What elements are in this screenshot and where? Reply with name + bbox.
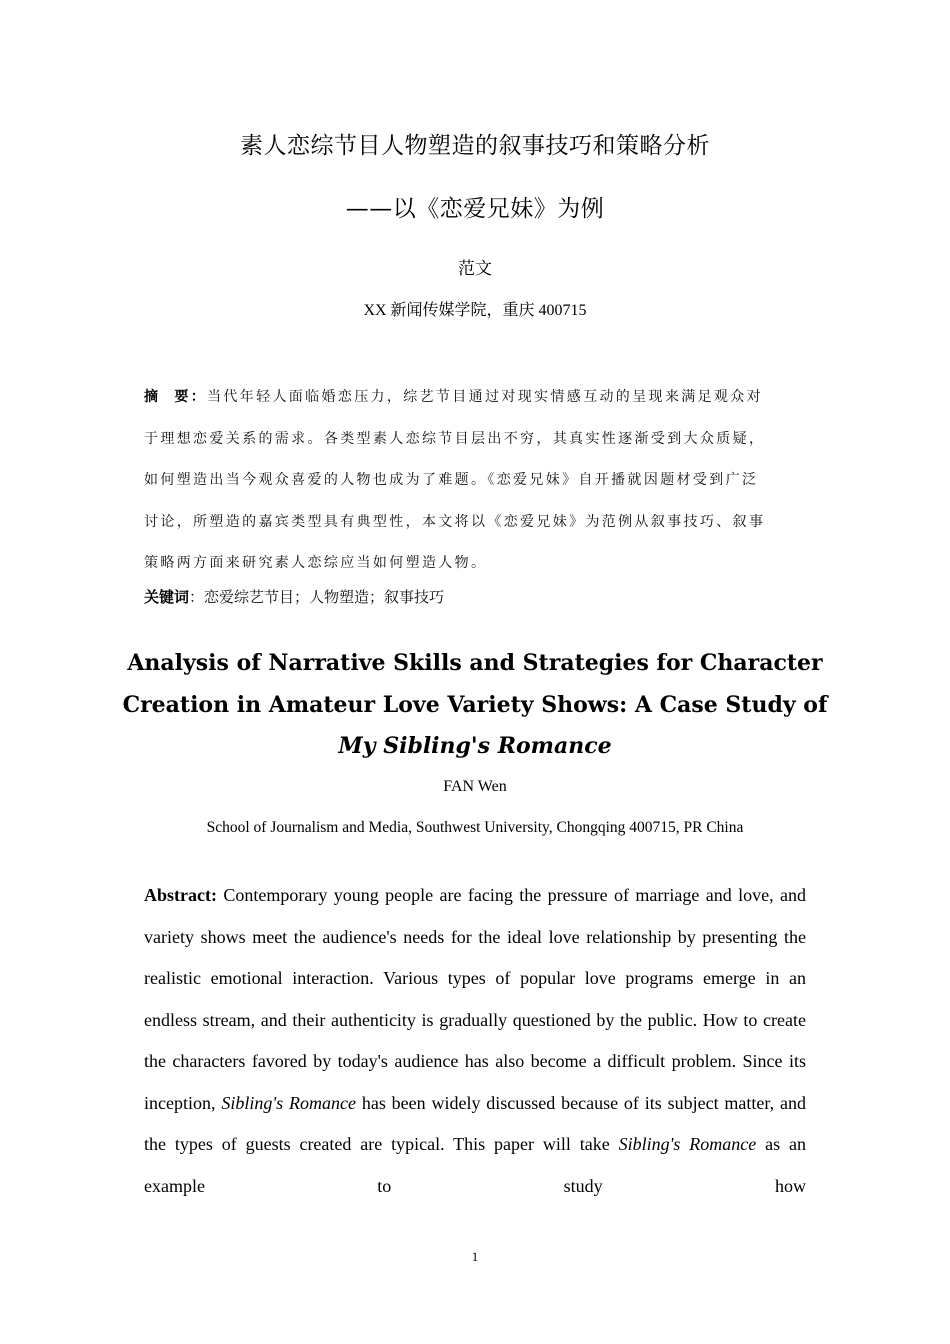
chinese-author: 范文 — [458, 259, 492, 279]
page-number: 1 — [471, 1249, 479, 1264]
english-author: FAN Wen — [443, 778, 507, 795]
english-title-italic: My Sibling's Romance — [338, 733, 612, 759]
english-title-main: Analysis of Narrative Skills and Strategies for Character Creation in Amateur Love Variety Shows: A Case Study of — [122, 650, 828, 718]
chinese-title: 素人恋综节目人物塑造的叙事技巧和策略分析 — [240, 133, 710, 159]
english-title — [100, 643, 850, 768]
chinese-abstract — [144, 377, 774, 585]
english-affiliation: School of Journalism and Media, Southwest University, Chongqing 400715, PR China — [206, 819, 744, 836]
chinese-abstract-text: 当代年轻人面临婚恋压力，综艺节目通过对现实情感互动的呈现来满足观众对于理想恋爱关系的需求。各类型素人恋综节目层出不穷，其真实性逐渐受到大众质疑，如何塑造出当今观众喜爱的人物也成为了难题。《恋爱兄妹》自开播就因题材受到广泛讨论，所塑造的嘉宾类型具有典型性，本文将以《恋爱兄妹》为范例从叙事技巧、叙事策略两方面来研究素人恋综应当如何塑造人物。 — [144, 389, 766, 571]
chinese-subtitle: ——以《恋爱兄妹》为例 — [345, 196, 605, 222]
chinese-keywords: 关键词：恋爱综艺节目；人物塑造；叙事技巧 — [144, 588, 445, 606]
chinese-keywords-text: 恋爱综艺节目；人物塑造；叙事技巧 — [204, 588, 445, 606]
chinese-keywords-label: 关键词 — [144, 588, 190, 606]
chinese-abstract-label: 摘 要： — [144, 389, 208, 405]
english-abstract-label: Abstract: — [144, 885, 217, 905]
chinese-affiliation: XX 新闻传媒学院，重庆 400715 — [363, 302, 587, 319]
english-abstract: Abstract: Contemporary young people are facing the pressure of marriage and love, and variety shows meet the audience's needs for the ideal love relationship by presenting the realistic emotional interaction. Various types of popular love programs emerge in an endless stream, and their authenticity is gradually questioned by the public. How to create the characters favored by today's audience has also become a difficult problem. Since its inception, Sibling's Romance has been widely discussed because of its subject matter, and the types of guests created are typical. This paper will take Sibling's Romance as an example to study how — [144, 885, 807, 1196]
